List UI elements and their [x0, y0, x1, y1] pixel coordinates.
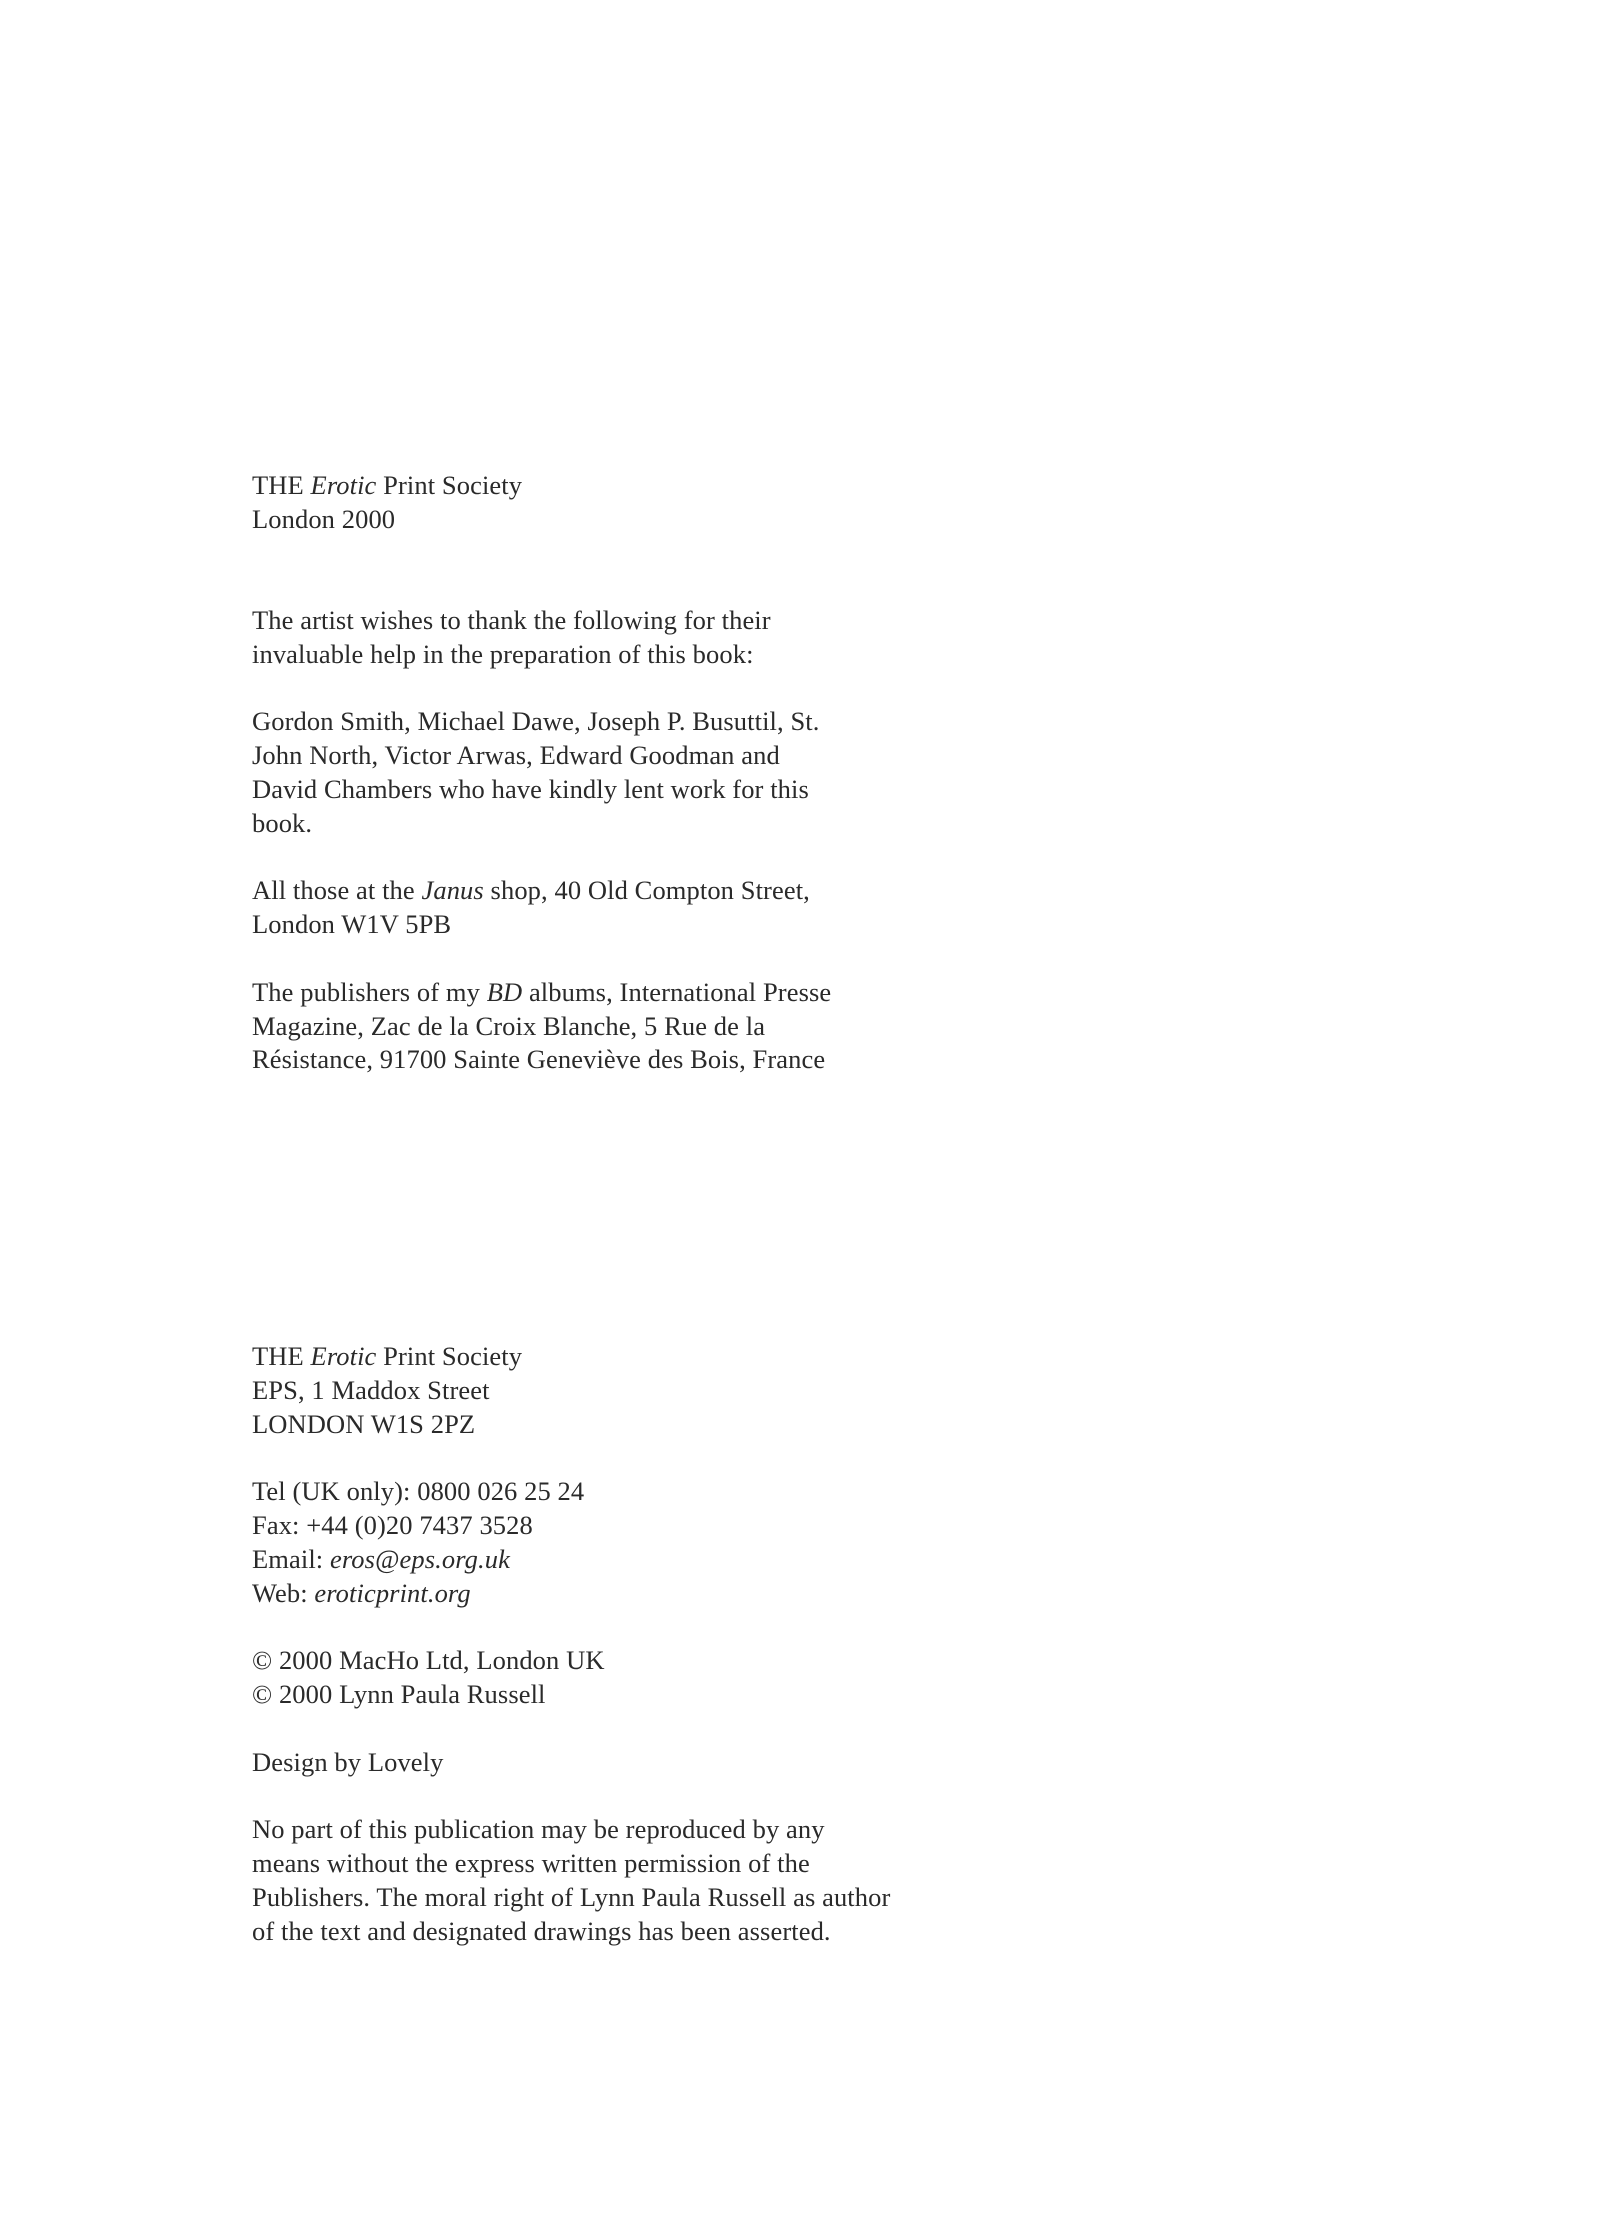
publisher-info — [252, 1340, 892, 1948]
telephone: Tel (UK only): 0800 026 25 24 — [252, 1476, 585, 1507]
copyright-line: © 2000 Lynn Paula Russell — [252, 1678, 546, 1709]
rights-notice-line: means without the express written permission of the — [252, 1847, 810, 1878]
email-line: Email: eros@eps.org.uk — [252, 1543, 510, 1574]
rights-notice-line: Publishers. The moral right of Lynn Paula Russell as author — [252, 1881, 891, 1912]
web-address: eroticprint.org — [314, 1577, 471, 1608]
copyright-line: © 2000 MacHo Ltd, London UK — [252, 1645, 605, 1676]
lenders-line: John North, Victor Arwas, Edward Goodman and — [252, 740, 780, 771]
shop-line: London W1V 5PB — [252, 909, 452, 940]
lenders-line: Gordon Smith, Michael Dawe, Joseph P. Busuttil, St. — [252, 706, 820, 737]
rights-notice-line: of the text and designated drawings has been asserted. — [252, 1915, 831, 1946]
design-credit: Design by Lovely — [252, 1746, 444, 1777]
society-name: THE Erotic Print Society — [252, 470, 523, 500]
lenders-line: David Chambers who have kindly lent work for this — [252, 773, 809, 804]
imprint-header — [252, 469, 892, 537]
bd-publishers-line: The publishers of my BD albums, International Presse — [252, 976, 832, 1007]
web-line: Web: eroticprint.org — [252, 1577, 471, 1608]
rights-notice-line: No part of this publication may be reproduced by any — [252, 1814, 825, 1845]
thanks-intro-line: invaluable help in the preparation of this book: — [252, 638, 754, 669]
place-date: London 2000 — [252, 503, 396, 534]
lenders-line: book. — [252, 807, 313, 838]
acknowledgements — [252, 604, 892, 1077]
shop-line: All those at the Janus shop, 40 Old Compton Street, — [252, 875, 810, 906]
thanks-intro-line: The artist wishes to thank the following for their — [252, 605, 771, 635]
publisher-address: EPS, 1 Maddox Street — [252, 1374, 490, 1405]
fax: Fax: +44 (0)20 7437 3528 — [252, 1509, 533, 1540]
bd-publishers-line: Résistance, 91700 Sainte Geneviève des Bois, France — [252, 1044, 826, 1075]
publisher-address: LONDON W1S 2PZ — [252, 1408, 476, 1439]
email-address: eros@eps.org.uk — [329, 1543, 510, 1574]
bd-publishers-line: Magazine, Zac de la Croix Blanche, 5 Rue de la — [252, 1010, 766, 1041]
publisher-name: THE Erotic Print Society — [252, 1341, 523, 1371]
